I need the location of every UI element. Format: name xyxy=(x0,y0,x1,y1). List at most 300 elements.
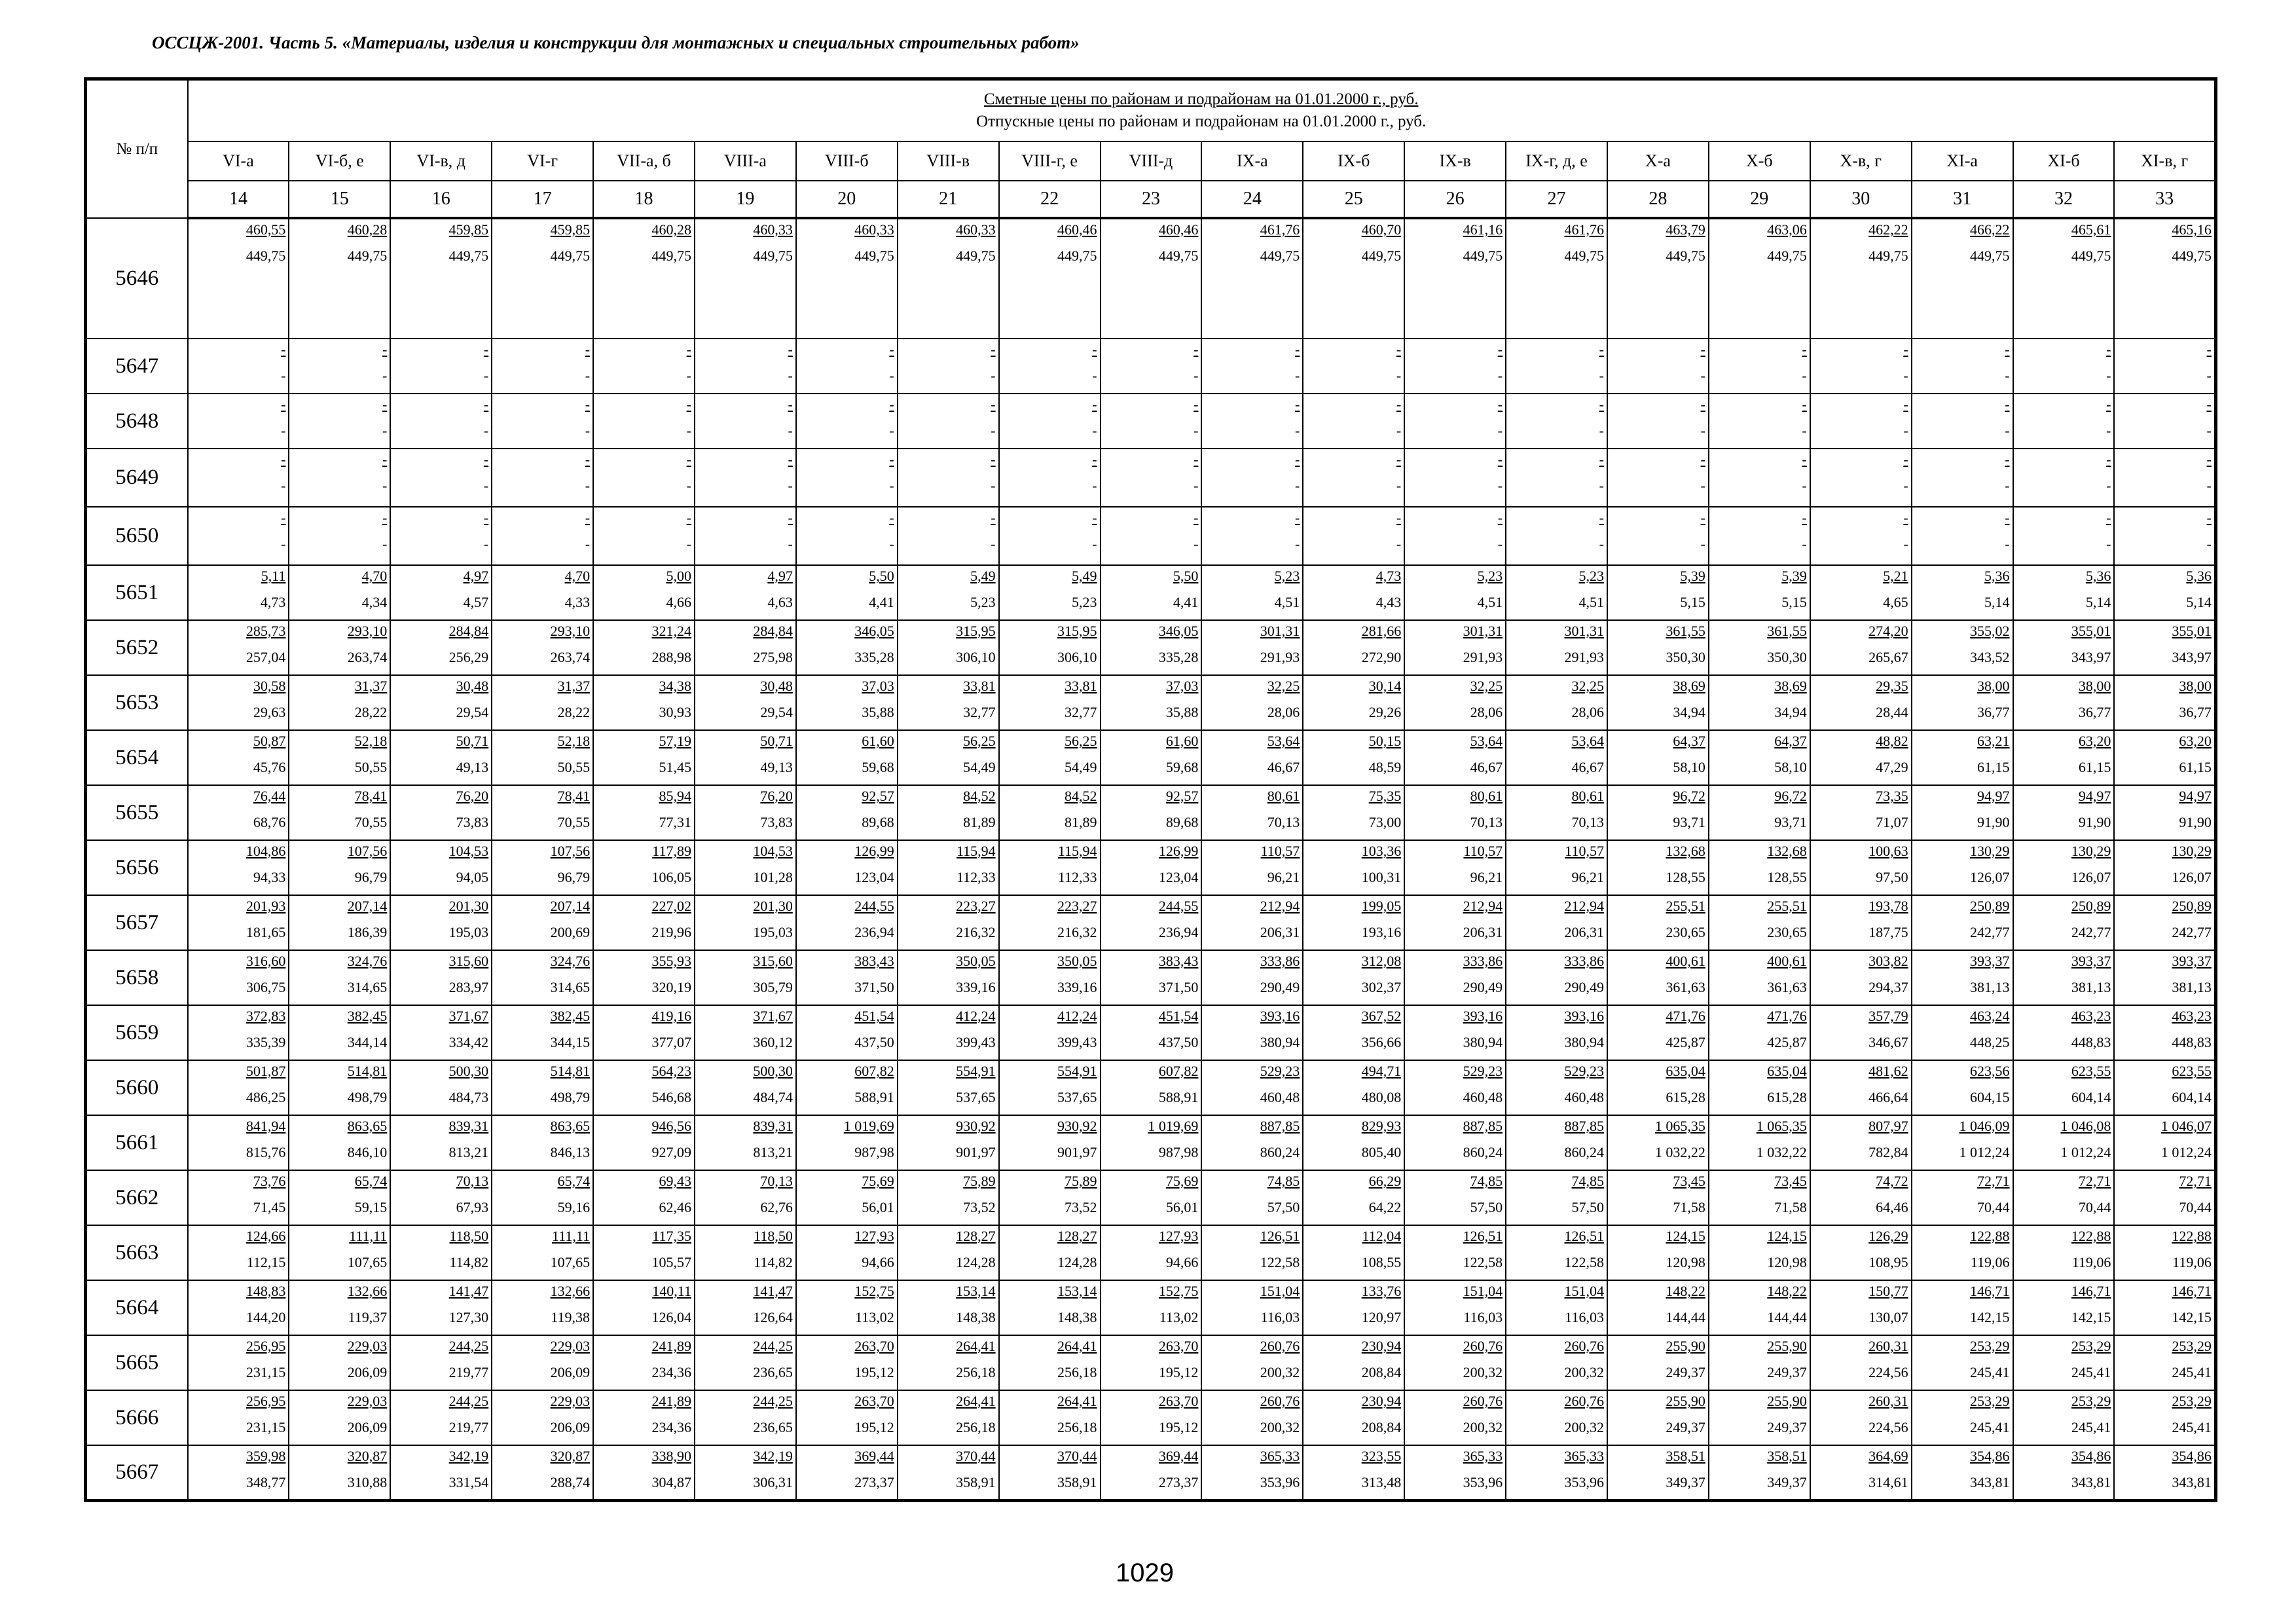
price-cell xyxy=(1607,507,1709,565)
otpusknaya-price: 615,28 xyxy=(1767,1089,1807,1105)
otpusknaya-price: 32,77 xyxy=(1065,704,1097,720)
otpusknaya-price: 343,81 xyxy=(2071,1474,2111,1490)
smetnaya-price: 393,16 xyxy=(1463,1008,1503,1024)
smetnaya-price: 151,04 xyxy=(1564,1283,1604,1299)
smetnaya-price: 260,76 xyxy=(1463,1338,1503,1354)
row-number: 5657 xyxy=(86,895,188,950)
otpusknaya-price: - xyxy=(1194,536,1199,552)
price-cell xyxy=(188,620,289,675)
smetnaya-price: 841,94 xyxy=(246,1118,286,1134)
otpusknaya-price: 291,93 xyxy=(1260,649,1300,665)
otpusknaya-price: 81,89 xyxy=(1065,814,1097,830)
otpusknaya-price: 34,94 xyxy=(1774,704,1807,720)
price-cell xyxy=(1912,675,2013,730)
smetnaya-price: 80,61 xyxy=(1267,788,1300,804)
otpusknaya-price: - xyxy=(1294,367,1300,384)
price-cell xyxy=(1101,1005,1202,1060)
price-cell xyxy=(188,339,289,394)
smetnaya-price: 150,77 xyxy=(1868,1283,1908,1299)
price-cell xyxy=(593,675,695,730)
price-cell xyxy=(2114,785,2215,840)
smetnaya-price: - xyxy=(2206,396,2212,413)
smetnaya-price: - xyxy=(382,396,388,413)
otpusknaya-price: 234,36 xyxy=(651,1364,691,1380)
otpusknaya-price: 437,50 xyxy=(854,1034,894,1050)
price-cell xyxy=(695,339,796,394)
smetnaya-price: 193,78 xyxy=(1868,898,1908,914)
otpusknaya-price: 200,32 xyxy=(1564,1364,1604,1380)
smetnaya-price: 244,25 xyxy=(448,1338,489,1354)
smetnaya-price: 50,15 xyxy=(1368,733,1402,749)
smetnaya-price: 460,70 xyxy=(1361,221,1402,238)
price-cell xyxy=(390,895,492,950)
smetnaya-price: - xyxy=(889,509,894,526)
price-cell xyxy=(188,1115,289,1170)
smetnaya-price: 260,31 xyxy=(1868,1338,1908,1354)
otpusknaya-price: 200,32 xyxy=(1260,1364,1300,1380)
price-cell xyxy=(695,1005,796,1060)
region-header: X-в, г xyxy=(1810,141,1912,181)
price-cell xyxy=(1607,840,1709,895)
smetnaya-price: 118,50 xyxy=(449,1228,489,1244)
otpusknaya-price: 94,05 xyxy=(456,869,489,885)
price-cell xyxy=(390,730,492,785)
row-number: 5653 xyxy=(86,675,188,730)
price-cell xyxy=(188,1390,289,1445)
price-cell xyxy=(898,675,999,730)
price-cell xyxy=(1201,507,1303,565)
otpusknaya-price: 449,75 xyxy=(956,248,996,264)
otpusknaya-price: 30,93 xyxy=(659,704,691,720)
otpusknaya-price: 448,83 xyxy=(2172,1034,2212,1050)
otpusknaya-price: - xyxy=(2005,536,2010,552)
column-number: 25 xyxy=(1303,181,1404,218)
otpusknaya-price: - xyxy=(1599,367,1604,384)
otpusknaya-price: 124,28 xyxy=(1057,1254,1097,1270)
smetnaya-price: 253,29 xyxy=(2172,1393,2212,1409)
smetnaya-price: 73,45 xyxy=(1673,1173,1705,1189)
otpusknaya-price: 46,67 xyxy=(1470,759,1503,775)
price-cell xyxy=(1201,565,1303,620)
smetnaya-price: 73,76 xyxy=(253,1173,286,1189)
otpusknaya-price: 236,65 xyxy=(753,1364,793,1380)
price-cell xyxy=(492,449,593,507)
price-cell xyxy=(695,1060,796,1115)
smetnaya-price: - xyxy=(991,396,996,413)
price-cell xyxy=(2013,840,2115,895)
otpusknaya-price: 142,15 xyxy=(1970,1309,2010,1325)
smetnaya-price: - xyxy=(2206,509,2212,526)
otpusknaya-price: 381,13 xyxy=(2071,979,2111,995)
smetnaya-price: 30,14 xyxy=(1368,678,1402,694)
price-cell xyxy=(1303,449,1404,507)
price-cell xyxy=(188,1170,289,1225)
smetnaya-price: 303,82 xyxy=(1868,953,1908,969)
price-cell xyxy=(492,950,593,1005)
otpusknaya-price: 144,44 xyxy=(1666,1309,1705,1325)
price-cell xyxy=(796,620,898,675)
smetnaya-price: 930,92 xyxy=(1057,1118,1097,1134)
price-cell xyxy=(1303,339,1404,394)
smetnaya-price: 354,86 xyxy=(2172,1448,2212,1464)
price-cell xyxy=(1607,449,1709,507)
otpusknaya-price: 350,30 xyxy=(1666,649,1705,665)
otpusknaya-price: 339,16 xyxy=(1057,979,1097,995)
otpusknaya-price: 112,15 xyxy=(246,1254,286,1270)
price-cell xyxy=(796,565,898,620)
smetnaya-price: 66,29 xyxy=(1368,1173,1402,1189)
price-cell xyxy=(695,218,796,339)
smetnaya-price: - xyxy=(1903,451,1908,468)
smetnaya-price: 126,51 xyxy=(1260,1228,1300,1244)
price-cell xyxy=(1912,1390,2013,1445)
price-cell xyxy=(289,1005,390,1060)
smetnaya-price: 5,11 xyxy=(261,568,286,584)
otpusknaya-price: 377,07 xyxy=(651,1034,691,1050)
table-row xyxy=(86,730,2216,785)
price-cell xyxy=(999,1060,1101,1115)
price-cell xyxy=(1404,1335,1506,1390)
price-cell xyxy=(2013,730,2115,785)
otpusknaya-price: 1 012,24 xyxy=(1959,1144,2010,1160)
otpusknaya-price: - xyxy=(1396,536,1402,552)
price-cell xyxy=(695,730,796,785)
table-row xyxy=(86,507,2216,565)
smetnaya-price: 4,70 xyxy=(361,568,388,584)
price-cell xyxy=(1101,449,1202,507)
otpusknaya-price: 353,96 xyxy=(1463,1474,1503,1490)
smetnaya-price: 212,94 xyxy=(1463,898,1503,914)
smetnaya-price: 607,82 xyxy=(854,1063,894,1079)
smetnaya-price: - xyxy=(585,509,591,526)
price-cell xyxy=(695,950,796,1005)
column-number: 23 xyxy=(1101,181,1202,218)
row-number: 5661 xyxy=(86,1115,188,1170)
otpusknaya-price: 128,55 xyxy=(1666,869,1705,885)
price-cell xyxy=(999,675,1101,730)
column-number: 20 xyxy=(796,181,898,218)
price-cell xyxy=(1201,1445,1303,1500)
price-cell xyxy=(796,895,898,950)
price-cell xyxy=(898,339,999,394)
otpusknaya-price: 144,44 xyxy=(1767,1309,1807,1325)
otpusknaya-price: 89,68 xyxy=(862,814,894,830)
otpusknaya-price: 112,33 xyxy=(956,869,996,885)
table-row xyxy=(86,1060,2216,1115)
smetnaya-price: 75,69 xyxy=(862,1173,894,1189)
otpusknaya-price: 73,52 xyxy=(963,1199,996,1215)
price-cell xyxy=(999,620,1101,675)
price-cell xyxy=(593,1115,695,1170)
smetnaya-price: - xyxy=(483,341,489,358)
otpusknaya-price: 122,58 xyxy=(1564,1254,1604,1270)
otpusknaya-price: 181,65 xyxy=(246,924,286,940)
price-cell xyxy=(796,730,898,785)
otpusknaya-price: 348,77 xyxy=(246,1474,286,1490)
price-cell xyxy=(1912,1280,2013,1335)
price-cell xyxy=(1303,507,1404,565)
price-cell xyxy=(1506,620,1607,675)
price-cell xyxy=(1912,565,2013,620)
otpusknaya-price: 437,50 xyxy=(1158,1034,1199,1050)
smetnaya-price: 462,22 xyxy=(1868,221,1908,238)
otpusknaya-price: 28,22 xyxy=(354,704,388,720)
otpusknaya-price: 114,82 xyxy=(449,1254,489,1270)
price-cell xyxy=(390,565,492,620)
smetnaya-price: - xyxy=(483,509,489,526)
smetnaya-price: 284,84 xyxy=(448,623,489,639)
price-cell xyxy=(492,1335,593,1390)
price-cell xyxy=(593,895,695,950)
smetnaya-price: - xyxy=(788,341,793,358)
otpusknaya-price: 91,90 xyxy=(2179,814,2212,830)
otpusknaya-price: 193,16 xyxy=(1361,924,1402,940)
smetnaya-price: 369,44 xyxy=(854,1448,894,1464)
price-cell xyxy=(2114,507,2215,565)
price-cell xyxy=(2013,449,2115,507)
otpusknaya-price: 93,71 xyxy=(1673,814,1705,830)
otpusknaya-price: 59,15 xyxy=(354,1199,388,1215)
otpusknaya-price: - xyxy=(2005,367,2010,384)
price-cell xyxy=(188,449,289,507)
otpusknaya-price: 46,67 xyxy=(1571,759,1604,775)
otpusknaya-price: 846,13 xyxy=(550,1144,591,1160)
otpusknaya-price: 28,06 xyxy=(1470,704,1503,720)
otpusknaya-price: 343,81 xyxy=(2172,1474,2212,1490)
price-cell xyxy=(1201,1390,1303,1445)
smetnaya-price: 92,57 xyxy=(1165,788,1199,804)
smetnaya-price: 122,88 xyxy=(2172,1228,2212,1244)
smetnaya-price: 94,97 xyxy=(2179,788,2212,804)
smetnaya-price: 199,05 xyxy=(1361,898,1402,914)
price-cell xyxy=(1303,565,1404,620)
otpusknaya-price: 96,21 xyxy=(1470,869,1503,885)
smetnaya-price: - xyxy=(1802,341,1807,358)
smetnaya-price: 104,53 xyxy=(448,843,489,859)
otpusknaya-price: 130,07 xyxy=(1868,1309,1908,1325)
otpusknaya-price: 94,33 xyxy=(253,869,286,885)
otpusknaya-price: 120,98 xyxy=(1666,1254,1705,1270)
smetnaya-price: 863,65 xyxy=(550,1118,591,1134)
smetnaya-price: 263,70 xyxy=(854,1338,894,1354)
row-number: 5664 xyxy=(86,1280,188,1335)
otpusknaya-price: 77,31 xyxy=(659,814,691,830)
otpusknaya-price: 380,94 xyxy=(1260,1034,1300,1050)
price-cell xyxy=(188,218,289,339)
price-cell xyxy=(188,1280,289,1335)
price-cell xyxy=(1201,1170,1303,1225)
price-cell xyxy=(1303,1170,1404,1225)
smetnaya-price: 152,75 xyxy=(854,1283,894,1299)
smetnaya-price: 122,88 xyxy=(2071,1228,2111,1244)
price-cell xyxy=(1810,218,1912,339)
otpusknaya-price: - xyxy=(483,536,489,552)
otpusknaya-price: - xyxy=(991,477,996,494)
smetnaya-price: 241,89 xyxy=(651,1338,691,1354)
otpusknaya-price: 70,13 xyxy=(1267,814,1300,830)
price-cell xyxy=(1607,950,1709,1005)
price-cell xyxy=(289,1060,390,1115)
smetnaya-price: 92,57 xyxy=(862,788,894,804)
otpusknaya-price: 195,12 xyxy=(854,1364,894,1380)
price-cell xyxy=(2013,1060,2115,1115)
price-cell xyxy=(1303,675,1404,730)
otpusknaya-price: 123,04 xyxy=(854,869,894,885)
otpusknaya-price: - xyxy=(1092,477,1097,494)
smetnaya-price: 346,05 xyxy=(854,623,894,639)
column-number: 18 xyxy=(593,181,695,218)
price-cell xyxy=(593,449,695,507)
otpusknaya-price: 615,28 xyxy=(1666,1089,1705,1105)
smetnaya-price: - xyxy=(2206,341,2212,358)
otpusknaya-price: 304,87 xyxy=(651,1474,691,1490)
smetnaya-price: 69,43 xyxy=(659,1173,691,1189)
price-cell xyxy=(188,565,289,620)
otpusknaya-price: 249,37 xyxy=(1666,1364,1705,1380)
otpusknaya-price: 70,55 xyxy=(354,814,388,830)
price-cell xyxy=(1506,675,1607,730)
table-row xyxy=(86,840,2216,895)
smetnaya-price: 315,95 xyxy=(1057,623,1097,639)
smetnaya-price: 104,86 xyxy=(246,843,286,859)
region-header: VII-а, б xyxy=(593,141,695,181)
otpusknaya-price: 123,04 xyxy=(1158,869,1199,885)
smetnaya-price: 207,14 xyxy=(550,898,591,914)
otpusknaya-price: 126,04 xyxy=(651,1309,691,1325)
smetnaya-price: 117,89 xyxy=(652,843,691,859)
smetnaya-price: 48,82 xyxy=(1876,733,1908,749)
price-cell xyxy=(1912,339,2013,394)
table-row xyxy=(86,675,2216,730)
price-cell xyxy=(390,449,492,507)
price-cell xyxy=(1810,1170,1912,1225)
smetnaya-price: 30,48 xyxy=(456,678,489,694)
smetnaya-price: - xyxy=(1802,509,1807,526)
smetnaya-price: 126,99 xyxy=(854,843,894,859)
otpusknaya-price: 334,42 xyxy=(448,1034,489,1050)
price-cell xyxy=(2013,620,2115,675)
otpusknaya-price: 846,10 xyxy=(347,1144,388,1160)
region-header: VI-в, д xyxy=(390,141,492,181)
otpusknaya-price: 399,43 xyxy=(1057,1034,1097,1050)
price-cell xyxy=(2114,675,2215,730)
price-cell xyxy=(999,840,1101,895)
otpusknaya-price: 57,50 xyxy=(1267,1199,1300,1215)
otpusknaya-price: - xyxy=(686,536,691,552)
otpusknaya-price: 230,65 xyxy=(1767,924,1807,940)
column-number: 31 xyxy=(1912,181,2013,218)
price-cell xyxy=(1201,339,1303,394)
otpusknaya-price: 272,90 xyxy=(1361,649,1402,665)
smetnaya-price: 96,72 xyxy=(1673,788,1705,804)
otpusknaya-price: 4,51 xyxy=(1578,594,1604,610)
otpusknaya-price: 344,14 xyxy=(347,1034,388,1050)
otpusknaya-price: 216,32 xyxy=(956,924,996,940)
smetnaya-price: 38,00 xyxy=(2179,678,2212,694)
otpusknaya-price: 107,65 xyxy=(347,1254,388,1270)
price-cell xyxy=(1506,950,1607,1005)
price-cell xyxy=(2013,1335,2115,1390)
smetnaya-price: 930,92 xyxy=(956,1118,996,1134)
price-cell xyxy=(1101,1060,1202,1115)
otpusknaya-price: 58,10 xyxy=(1673,759,1705,775)
price-cell xyxy=(1810,1280,1912,1335)
otpusknaya-price: 89,68 xyxy=(1165,814,1199,830)
table-row xyxy=(86,1280,2216,1335)
price-cell xyxy=(593,507,695,565)
otpusknaya-price: - xyxy=(382,422,388,439)
smetnaya-price: 72,71 xyxy=(2179,1173,2212,1189)
otpusknaya-price: 901,97 xyxy=(956,1144,996,1160)
smetnaya-price: - xyxy=(788,509,793,526)
price-cell xyxy=(1404,730,1506,785)
price-cell xyxy=(1506,1060,1607,1115)
smetnaya-price: 623,56 xyxy=(1970,1063,2010,1079)
otpusknaya-price: - xyxy=(1700,367,1705,384)
otpusknaya-price: 290,49 xyxy=(1260,979,1300,995)
otpusknaya-price: - xyxy=(889,367,894,384)
otpusknaya-price: 371,50 xyxy=(854,979,894,995)
smetnaya-price: - xyxy=(991,341,996,358)
smetnaya-price: 501,87 xyxy=(246,1063,286,1079)
region-header: VIII-б xyxy=(796,141,898,181)
price-cell xyxy=(390,950,492,1005)
table-row xyxy=(86,218,2216,339)
otpusknaya-price: 460,48 xyxy=(1260,1089,1300,1105)
price-cell xyxy=(1709,730,1810,785)
otpusknaya-price: 283,97 xyxy=(448,979,489,995)
smetnaya-price: 111,11 xyxy=(349,1228,388,1244)
price-cell xyxy=(1709,620,1810,675)
otpusknaya-price: 306,10 xyxy=(956,649,996,665)
smetnaya-price: 253,29 xyxy=(1970,1393,2010,1409)
smetnaya-price: - xyxy=(686,509,691,526)
otpusknaya-price: - xyxy=(1599,422,1604,439)
otpusknaya-price: 119,37 xyxy=(348,1309,388,1325)
otpusknaya-price: 219,96 xyxy=(651,924,691,940)
smetnaya-price: 124,66 xyxy=(246,1228,286,1244)
price-cell xyxy=(1709,1390,1810,1445)
otpusknaya-price: 200,69 xyxy=(550,924,591,940)
row-number: 5659 xyxy=(86,1005,188,1060)
price-cell xyxy=(796,1170,898,1225)
otpusknaya-price: 356,66 xyxy=(1361,1034,1402,1050)
smetnaya-price: 1 046,08 xyxy=(2060,1118,2111,1134)
otpusknaya-price: 256,18 xyxy=(956,1364,996,1380)
price-cell xyxy=(898,1225,999,1280)
price-cell xyxy=(1912,394,2013,449)
price-cell xyxy=(1101,620,1202,675)
otpusknaya-price: 449,75 xyxy=(1260,248,1300,264)
column-number: 17 xyxy=(492,181,593,218)
otpusknaya-price: 1 032,22 xyxy=(1756,1144,1807,1160)
otpusknaya-price: 28,06 xyxy=(1267,704,1300,720)
smetnaya-price: 371,67 xyxy=(753,1008,793,1024)
smetnaya-price: 529,23 xyxy=(1463,1063,1503,1079)
otpusknaya-price: - xyxy=(483,477,489,494)
price-cell xyxy=(1506,895,1607,950)
otpusknaya-price: 120,98 xyxy=(1767,1254,1807,1270)
smetnaya-price: 5,23 xyxy=(1274,568,1300,584)
smetnaya-price: 285,73 xyxy=(246,623,286,639)
smetnaya-price: 223,27 xyxy=(956,898,996,914)
smetnaya-price: 4,97 xyxy=(767,568,793,584)
otpusknaya-price: - xyxy=(281,477,286,494)
otpusknaya-price: 49,13 xyxy=(456,759,489,775)
smetnaya-price: 132,66 xyxy=(550,1283,591,1299)
otpusknaya-price: 484,74 xyxy=(753,1089,793,1105)
smetnaya-price: 461,76 xyxy=(1260,221,1300,238)
